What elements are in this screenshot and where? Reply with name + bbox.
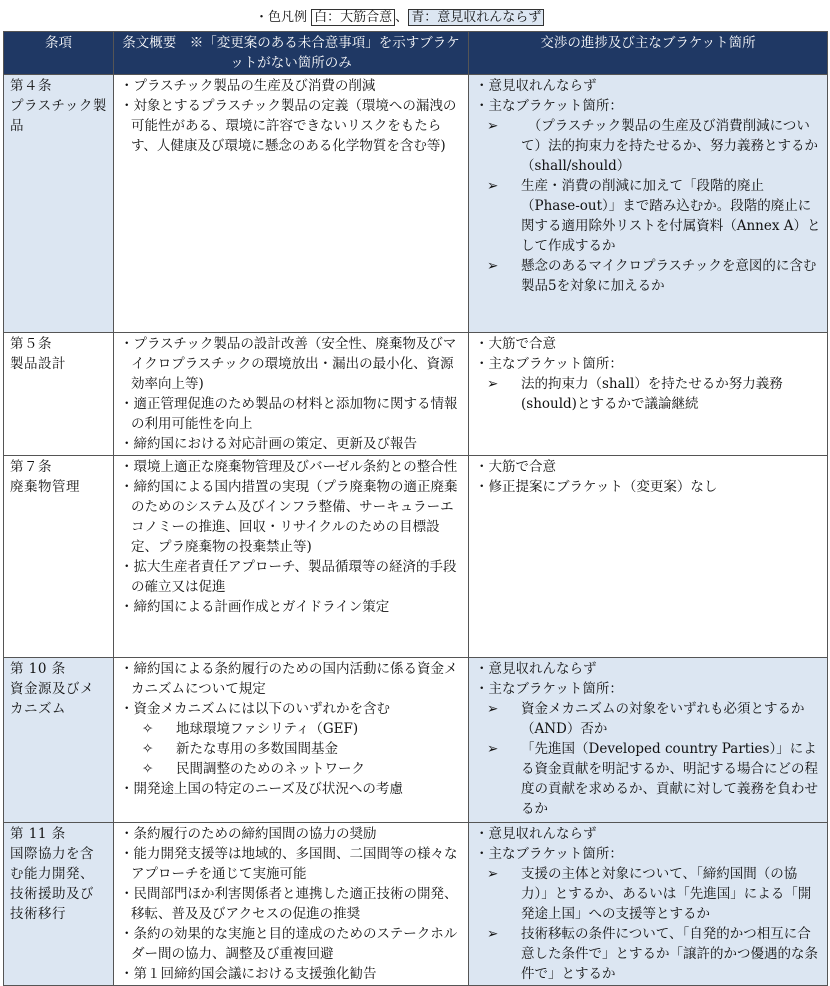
- bracket-text: 支援の主体と対象について、「締約国間（の協力）」とするか、あるいは「先進国」による「開発途上国」への支援等とするか: [521, 866, 812, 922]
- article-cell: [4, 333, 114, 456]
- arrow-bullet-icon: ➢: [487, 258, 499, 274]
- bracket-item: [475, 924, 821, 984]
- progress-cell: [469, 333, 828, 456]
- bracket-text: 法的拘束力（shall）を持たせるか努力義務(should)とするかで議論継続: [521, 376, 783, 412]
- legend-blue-label: 青：意見収れんならず: [408, 9, 544, 26]
- bracket-item: [475, 374, 821, 414]
- status-text: ・意見収れんならず: [475, 826, 597, 842]
- diamond-bullet-icon: ✧: [142, 761, 154, 777]
- summary-subitem-text: 民間調整のためのネットワーク: [176, 761, 365, 777]
- summary-cell: [114, 456, 469, 658]
- summary-item: ・対象とするプラスチック製品の定義（環境への漏洩の可能性がある、環境に許容できないリスクをもたらす、人健康及び環境に懸念のある化学物質を含む等): [120, 98, 457, 154]
- status-text: ・意見収れんならず: [475, 661, 597, 677]
- summary-item: ・第１回締約国会議における支援強化勧告: [120, 966, 377, 982]
- article-name: プラスチック製品: [10, 98, 107, 134]
- bracket-text: 懸念のあるマイクロプラスチックを意図的に含む製品5を対象に加えるか: [521, 258, 817, 294]
- article-number: 第 11 条: [10, 826, 66, 842]
- diamond-bullet-icon: ✧: [142, 741, 154, 757]
- summary-subitem: [120, 719, 462, 739]
- summary-item: ・締約国による国内措置の実現（プラ廃棄物の適正廃棄のためのシステム及びインフラ整備、サーキュラーエコノミーの推進、回収・リサイクルのための目標設定、プラ廃棄物の投棄禁止等): [120, 479, 458, 555]
- color-legend: [0, 0, 830, 30]
- negotiation-table: [3, 31, 828, 986]
- progress-cell: [469, 823, 828, 986]
- article-cell: [4, 456, 114, 658]
- article-name: 製品設計: [10, 356, 66, 372]
- summary-item: ・能力開発支援等は地域的、多国間、二国間等の様々なアプローチを通じて実施可能: [120, 846, 458, 882]
- progress-cell: [469, 658, 828, 823]
- summary-cell: [114, 333, 469, 456]
- bracket-item: [475, 864, 821, 924]
- header-article: 条項: [4, 32, 114, 75]
- article-cell: [4, 658, 114, 823]
- summary-item: ・締約国における対応計画の策定、更新及び報告: [120, 436, 417, 452]
- legend-prefix: ・色凡例: [255, 10, 308, 25]
- article-name: 資金源及びメカニズム: [10, 681, 94, 717]
- arrow-bullet-icon: ➢: [487, 178, 499, 194]
- summary-item: ・環境上適正な廃棄物管理及びバーゼル条約との整合性: [120, 459, 458, 475]
- table-row: [4, 75, 828, 333]
- status-text: ・大筋で合意: [475, 336, 556, 352]
- summary-item: ・プラスチック製品の生産及び消費の削減: [120, 78, 376, 94]
- bracket-item: [475, 116, 821, 176]
- status-text: ・大筋で合意: [475, 459, 556, 475]
- summary-cell: [114, 823, 469, 986]
- summary-subitem-text: 地球環境ファシリティ（GEF): [176, 721, 359, 737]
- summary-item: ・開発途上国の特定のニーズ及び状況への考慮: [120, 781, 403, 797]
- article-number: 第５条: [10, 336, 52, 352]
- bracket-text: 技術移転の条件について、「自発的かつ相互に合意した条件で」とするか「譲許的かつ優遇的な条件で」とするか: [521, 926, 818, 982]
- summary-item: ・締約国による計画作成とガイドライン策定: [120, 599, 390, 615]
- article-cell: [4, 75, 114, 333]
- status-text: ・意見収れんならず: [475, 78, 597, 94]
- header-progress: 交渉の進捗及び主なブラケット箇所: [469, 32, 828, 75]
- summary-subitem: [120, 739, 462, 759]
- bracket-item: [475, 739, 821, 819]
- arrow-bullet-icon: ➢: [487, 926, 499, 942]
- header-summary: 条文概要 ※「変更案のある未合意事項」を示すブラケットがない箇所のみ: [114, 32, 469, 75]
- bracket-title: ・主なブラケット箇所：: [475, 846, 623, 862]
- summary-item: ・民間部門ほか利害関係者と連携した適正技術の開発、移転、普及及びアクセスの促進の推奨: [120, 886, 458, 922]
- summary-subitem: [120, 759, 462, 779]
- arrow-bullet-icon: ➢: [487, 118, 499, 134]
- bracket-item: [475, 256, 821, 296]
- legend-line: [255, 6, 544, 25]
- summary-subitem-text: 新たな専用の多数国間基金: [176, 741, 338, 757]
- bracket-title: ・主なブラケット箇所：: [475, 681, 623, 697]
- table-row: [4, 456, 828, 658]
- bracket-title: ・主なブラケット箇所：: [475, 356, 623, 372]
- summary-item: ・条約履行のための締約国間の協力の奨励: [120, 826, 377, 842]
- summary-item: ・拡大生産者責任アプローチ、製品循環等の経済的手段の確立又は促進: [120, 559, 457, 595]
- bracket-text: 「先進国（Developed country Parties）」による資金貢献を明記するか、明記する場合にどの程度の貢献を求めるか、貢献に対して義務を負わせるか: [521, 741, 818, 817]
- article-number: 第７条: [10, 459, 52, 475]
- summary-item: ・適正管理促進のため製品の材料と添加物に関する情報の利用可能性を向上: [120, 396, 458, 432]
- bracket-text: 生産・消費の削減に加えて「段階的廃止（Phase-out）」まで踏み込むか。段階的廃止に関する適用除外リストを付属資料（Annex A）として作成するか: [521, 178, 821, 254]
- bracket-text: （プラスチック製品の生産及び消費削減について）法的拘束力を持たせるか、努力義務とするか（shall/should）: [521, 118, 818, 174]
- arrow-bullet-icon: ➢: [487, 741, 499, 757]
- bracket-item: [475, 699, 821, 739]
- legend-separator: 、: [395, 10, 409, 25]
- article-name: 国際協力を含む能力開発、技術援助及び技術移行: [10, 846, 94, 922]
- table-row: [4, 823, 828, 986]
- table-header-row: [4, 32, 828, 75]
- bracket-title: ・主なブラケット箇所：: [475, 98, 623, 114]
- table-row: [4, 333, 828, 456]
- diamond-bullet-icon: ✧: [142, 721, 154, 737]
- summary-cell: [114, 75, 469, 333]
- bracket-item: [475, 176, 821, 256]
- summary-item: ・条約の効果的な実施と目的達成のためのステークホルダー間の協力、調整及び重複回避: [120, 926, 458, 962]
- progress-cell: [469, 75, 828, 333]
- arrow-bullet-icon: ➢: [487, 701, 499, 717]
- article-name: 廃棄物管理: [10, 479, 80, 495]
- summary-item: ・資金メカニズムには以下のいずれかを含む: [120, 701, 390, 717]
- status-text-2: ・修正提案にブラケット（変更案）なし: [475, 479, 718, 495]
- arrow-bullet-icon: ➢: [487, 866, 499, 882]
- article-number: 第４条: [10, 78, 52, 94]
- legend-white-label: 白：大筋合意: [311, 9, 395, 26]
- table-row: [4, 658, 828, 823]
- progress-cell: [469, 456, 828, 658]
- summary-cell: [114, 658, 469, 823]
- article-cell: [4, 823, 114, 986]
- arrow-bullet-icon: ➢: [487, 376, 499, 392]
- article-number: 第 10 条: [10, 661, 66, 677]
- bracket-text: 資金メカニズムの対象をいずれも必須とするか（AND）否か: [521, 701, 805, 737]
- summary-item: ・プラスチック製品の設計改善（安全性、廃棄物及びマイクロプラスチックの環境放出・漏出の最小化、資源効率向上等): [120, 336, 457, 392]
- summary-item: ・締約国による条約履行のための国内活動に係る資金メカニズムについて規定: [120, 661, 458, 697]
